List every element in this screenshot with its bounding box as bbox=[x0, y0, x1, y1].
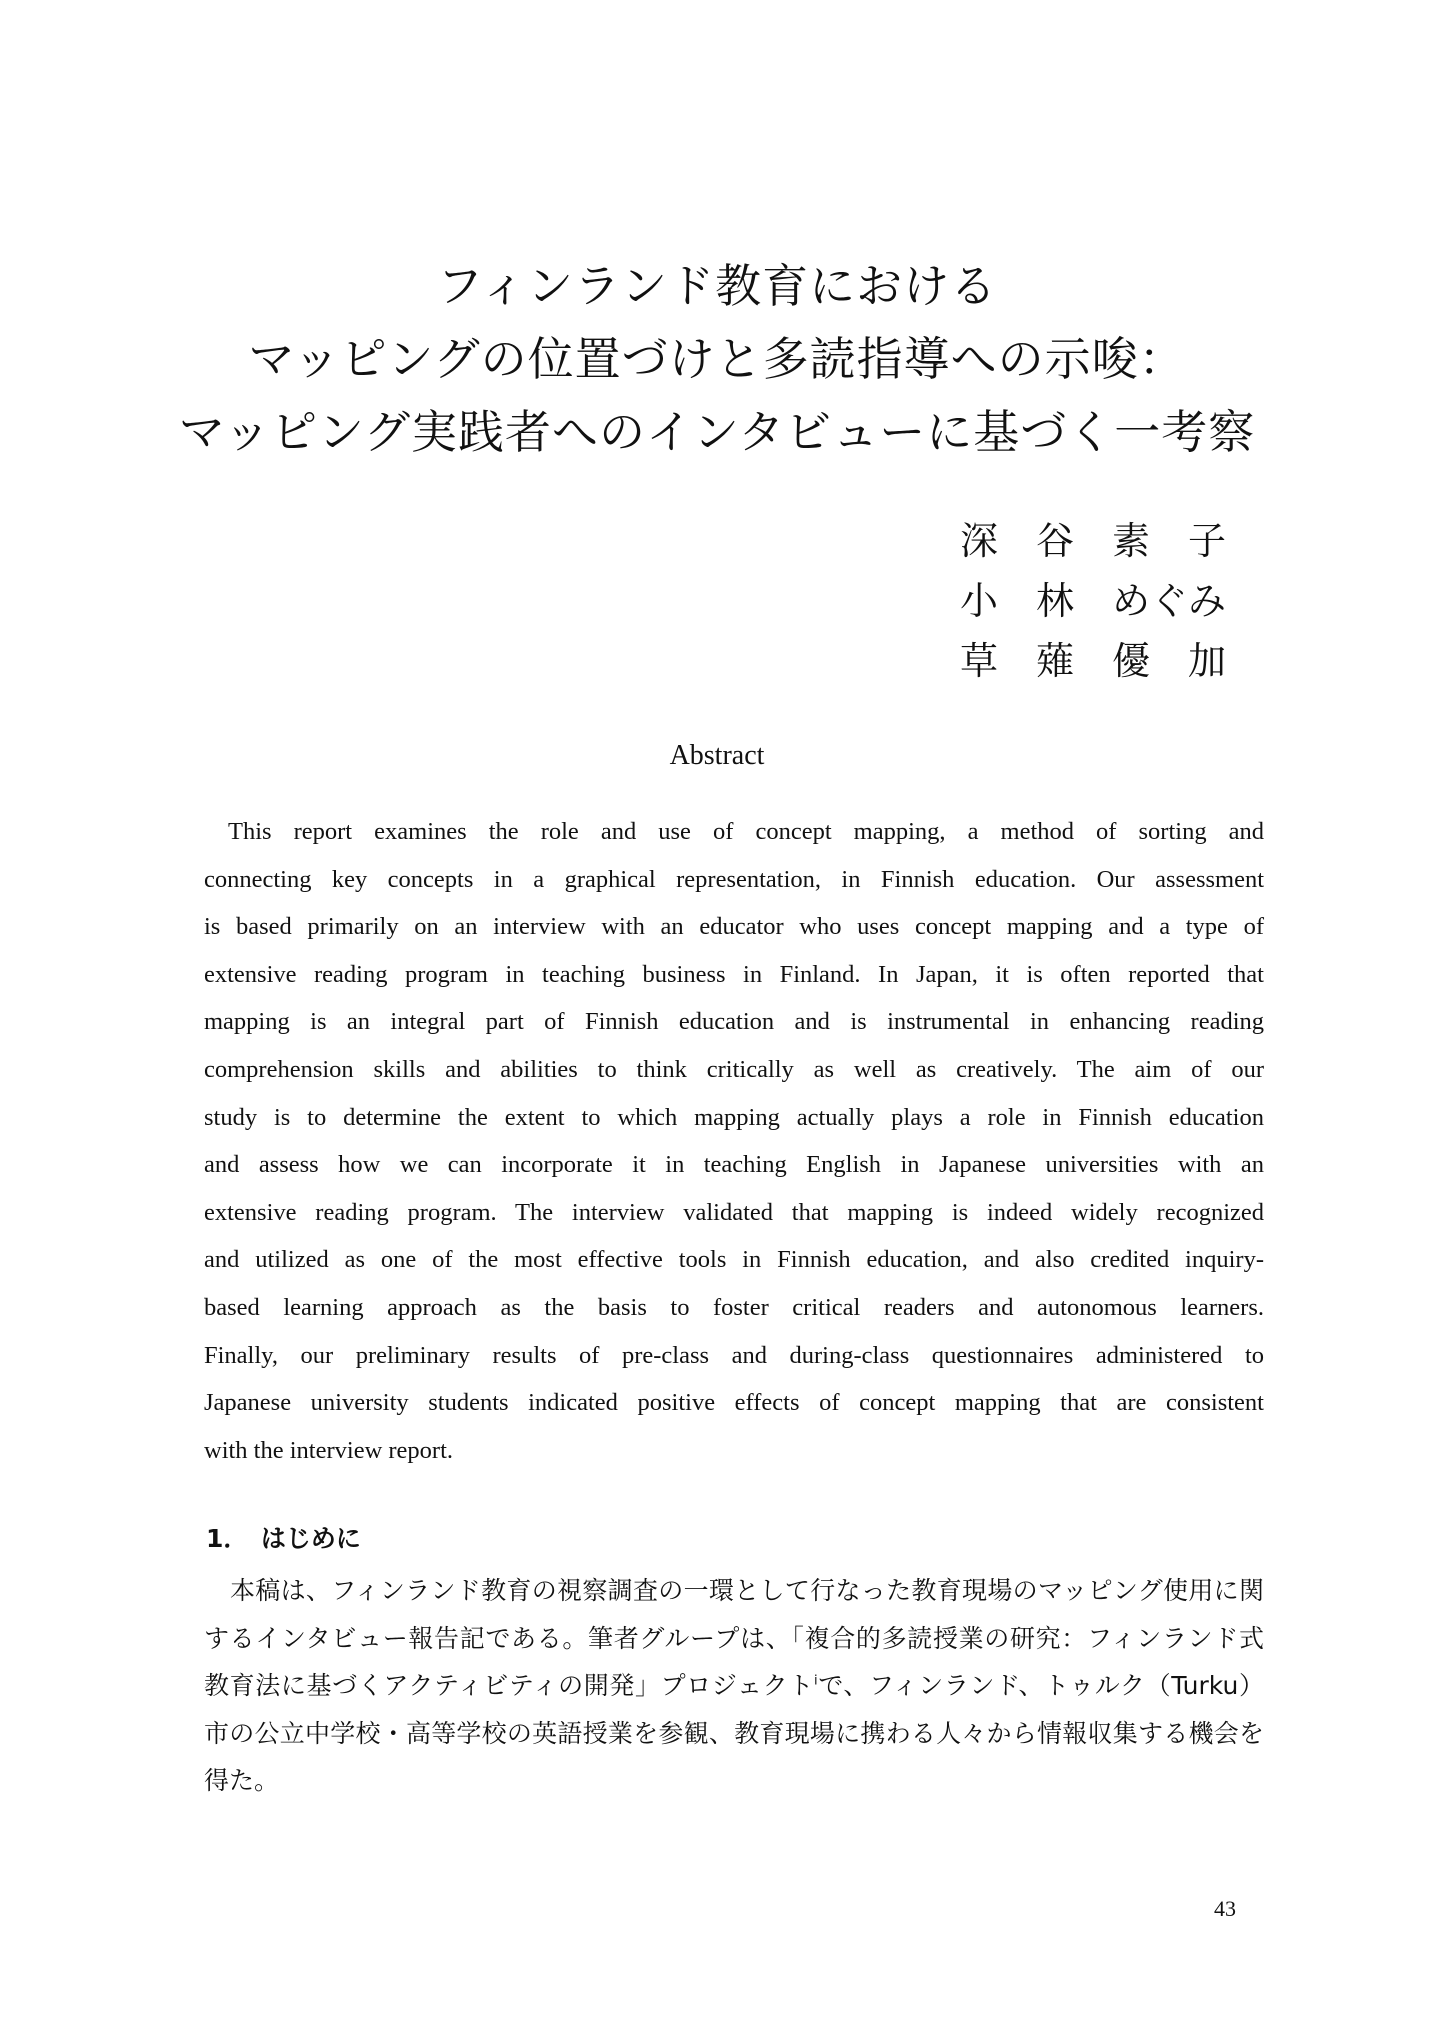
author: 深 谷 素 子 bbox=[960, 521, 1227, 563]
section-body bbox=[204, 1567, 1264, 1805]
abstract-line: based learning approach as the basis to foster critical readers and autonomous learners. bbox=[204, 1293, 1264, 1321]
abstract-line: is based primarily on an interview with an educator who uses concept mapping and a type of bbox=[204, 913, 1264, 941]
page-number: 43 bbox=[1214, 1896, 1236, 1921]
abstract-line: mapping is an integral part of Finnish education and is instrumental in enhancing reading bbox=[204, 1008, 1264, 1036]
abstract-line: and assess how we can incorporate it in teaching English in Japanese universities with an bbox=[204, 1151, 1264, 1179]
abstract-line: This report examines the role and use of concept mapping, a method of sorting and bbox=[228, 818, 1264, 845]
body-text: で、フィンランド、トゥルク（Turku） bbox=[817, 1671, 1264, 1700]
abstract-line: comprehension skills and abilities to think critically as well as creatively. The aim of our bbox=[204, 1055, 1264, 1083]
abstract-line: connecting key concepts in a graphical representation, in Finnish education. Our assessment bbox=[204, 865, 1264, 893]
title-line: マッピングの位置づけと多読指導への示唆： bbox=[248, 334, 1186, 385]
body-line bbox=[204, 1662, 1264, 1710]
author: 草 薙 優 加 bbox=[960, 641, 1227, 683]
paper-title bbox=[0, 250, 1434, 469]
title-line: フィンランド教育における bbox=[436, 261, 998, 312]
abstract-heading: Abstract bbox=[669, 740, 765, 771]
body-line: 本稿は、フィンランド教育の視察調査の一環として行なった教育現場のマッピング使用に関 bbox=[230, 1576, 1264, 1605]
section-heading: 1． はじめに bbox=[206, 1524, 361, 1553]
abstract-line: extensive reading program. The interview validated that mapping is indeed widely recognized bbox=[204, 1198, 1264, 1226]
body-line: 市の公立中学校・高等学校の英語授業を参観、教育現場に携わる人々から情報収集する機会を bbox=[204, 1718, 1264, 1748]
abstract-line: and utilized as one of the most effective tools in Finnish education, and also credited inquiry- bbox=[204, 1246, 1264, 1274]
title-line: マッピング実践者へのインタビューに基づく一考察 bbox=[178, 407, 1256, 458]
abstract-line: extensive reading program in teaching business in Finland. In Japan, it is often reported that bbox=[204, 960, 1264, 988]
abstract-body bbox=[204, 808, 1264, 1474]
body-text: 教育法に基づくアクティビティの開発」プロジェクト bbox=[204, 1671, 814, 1700]
abstract-line: Finally, our preliminary results of pre-class and during-class questionnaires administered to bbox=[204, 1341, 1264, 1369]
footnote-marker[interactable]: i bbox=[813, 1673, 818, 1689]
author-list bbox=[960, 512, 1260, 692]
body-line: 得た。 bbox=[204, 1766, 280, 1795]
abstract-line: with the interview report. bbox=[204, 1436, 454, 1464]
body-line: するインタビュー報告記である。筆者グループは、「複合的多読授業の研究：フィンランド式 bbox=[204, 1623, 1264, 1653]
author: 小 林 めぐみ bbox=[960, 581, 1227, 623]
abstract-line: Japanese university students indicated positive effects of concept mapping that are consistent bbox=[204, 1389, 1264, 1417]
abstract-line: study is to determine the extent to which mapping actually plays a role in Finnish education bbox=[204, 1103, 1264, 1131]
